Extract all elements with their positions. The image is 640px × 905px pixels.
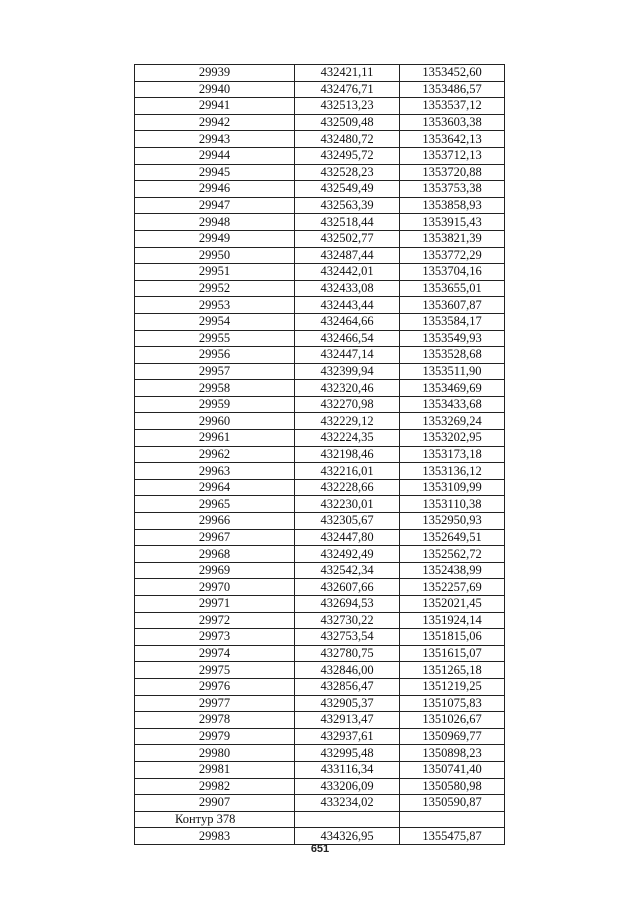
point-number-cell: 29942 [135, 114, 295, 131]
table-row [135, 562, 505, 579]
y-coordinate-cell: 1350580,98 [400, 778, 505, 795]
y-coordinate-cell: 1355475,87 [400, 828, 505, 845]
y-coordinate-cell: 1350898,23 [400, 745, 505, 762]
point-number-cell: 29907 [135, 795, 295, 812]
y-coordinate-cell: 1351026,67 [400, 712, 505, 729]
y-coordinate-cell: 1352950,93 [400, 513, 505, 530]
x-coordinate-cell: 432442,01 [295, 264, 400, 281]
x-coordinate-cell: 432447,80 [295, 529, 400, 546]
x-coordinate-cell: 432228,66 [295, 479, 400, 496]
x-coordinate-cell: 432846,00 [295, 662, 400, 679]
table-row [135, 645, 505, 662]
y-coordinate-cell: 1351219,25 [400, 678, 505, 695]
table-row [135, 247, 505, 264]
table-row [135, 546, 505, 563]
table-row [135, 81, 505, 98]
x-coordinate-cell: 432230,01 [295, 496, 400, 513]
table-row [135, 98, 505, 115]
y-coordinate-cell: 1353584,17 [400, 313, 505, 330]
table-row [135, 197, 505, 214]
table-row [135, 214, 505, 231]
point-number-cell: 29945 [135, 164, 295, 181]
point-number-cell: 29978 [135, 712, 295, 729]
point-number-cell: 29953 [135, 297, 295, 314]
x-coordinate-cell: 433116,34 [295, 761, 400, 778]
section-label-row [135, 811, 505, 828]
point-number-cell: 29964 [135, 479, 295, 496]
y-coordinate-cell: 1353136,12 [400, 463, 505, 480]
table-row [135, 463, 505, 480]
point-number-cell: 29974 [135, 645, 295, 662]
point-number-cell: 29972 [135, 612, 295, 629]
x-coordinate-cell: 434326,95 [295, 828, 400, 845]
y-coordinate-cell: 1351815,06 [400, 629, 505, 646]
point-number-cell: 29950 [135, 247, 295, 264]
x-coordinate-cell: 432305,67 [295, 513, 400, 530]
point-number-cell: 29971 [135, 596, 295, 613]
y-coordinate-cell: 1350969,77 [400, 728, 505, 745]
point-number-cell: 29947 [135, 197, 295, 214]
x-coordinate-cell: 432399,94 [295, 363, 400, 380]
point-number-cell: 29960 [135, 413, 295, 430]
table-row [135, 579, 505, 596]
y-coordinate-cell: 1352562,72 [400, 546, 505, 563]
table-row [135, 164, 505, 181]
point-number-cell: 29949 [135, 230, 295, 247]
point-number-cell: 29962 [135, 446, 295, 463]
table-row [135, 280, 505, 297]
page-number: 651 [310, 843, 330, 855]
table-row [135, 479, 505, 496]
table-row [135, 230, 505, 247]
x-coordinate-cell: 432694,53 [295, 596, 400, 613]
x-coordinate-cell: 432466,54 [295, 330, 400, 347]
x-coordinate-cell: 432518,44 [295, 214, 400, 231]
x-coordinate-cell: 432753,54 [295, 629, 400, 646]
x-coordinate-cell: 432464,66 [295, 313, 400, 330]
point-number-cell: 29939 [135, 65, 295, 82]
x-coordinate-cell: 432513,23 [295, 98, 400, 115]
point-number-cell: 29954 [135, 313, 295, 330]
y-coordinate-cell: 1353528,68 [400, 347, 505, 364]
x-coordinate-cell: 432502,77 [295, 230, 400, 247]
x-coordinate-cell: 432549,49 [295, 181, 400, 198]
x-coordinate-cell: 432421,11 [295, 65, 400, 82]
point-number-cell: 29966 [135, 513, 295, 530]
table-row [135, 795, 505, 812]
x-coordinate-cell: 432780,75 [295, 645, 400, 662]
table-row [135, 446, 505, 463]
y-coordinate-cell: 1353603,38 [400, 114, 505, 131]
x-coordinate-cell: 432905,37 [295, 695, 400, 712]
x-coordinate-cell: 432495,72 [295, 147, 400, 164]
y-coordinate-cell: 1353915,43 [400, 214, 505, 231]
point-number-cell: 29977 [135, 695, 295, 712]
x-coordinate-cell: 432320,46 [295, 380, 400, 397]
y-coordinate-cell: 1351075,83 [400, 695, 505, 712]
table-row [135, 513, 505, 530]
y-coordinate-cell: 1353486,57 [400, 81, 505, 98]
coordinates-table-body [135, 65, 505, 845]
table-row [135, 181, 505, 198]
table-row [135, 678, 505, 695]
point-number-cell: 29983 [135, 828, 295, 845]
x-coordinate-cell: 433206,09 [295, 778, 400, 795]
y-coordinate-cell: 1353452,60 [400, 65, 505, 82]
x-coordinate-cell: 432487,44 [295, 247, 400, 264]
table-row [135, 65, 505, 82]
point-number-cell: 29957 [135, 363, 295, 380]
point-number-cell: 29955 [135, 330, 295, 347]
table-row [135, 380, 505, 397]
point-number-cell: 29981 [135, 761, 295, 778]
y-coordinate-cell: 1353433,68 [400, 396, 505, 413]
point-number-cell: 29975 [135, 662, 295, 679]
x-coordinate-cell: 432528,23 [295, 164, 400, 181]
table-row [135, 297, 505, 314]
contour-label: Контур 378 [135, 811, 295, 828]
y-coordinate-cell: 1353655,01 [400, 280, 505, 297]
x-coordinate-cell: 432730,22 [295, 612, 400, 629]
point-number-cell: 29948 [135, 214, 295, 231]
x-coordinate-cell: 432856,47 [295, 678, 400, 695]
table-row [135, 712, 505, 729]
point-number-cell: 29961 [135, 430, 295, 447]
y-coordinate-cell: 1351615,07 [400, 645, 505, 662]
y-coordinate-cell: 1353549,93 [400, 330, 505, 347]
point-number-cell: 29973 [135, 629, 295, 646]
x-coordinate-cell: 432509,48 [295, 114, 400, 131]
x-coordinate-cell: 432492,49 [295, 546, 400, 563]
table-row [135, 147, 505, 164]
point-number-cell: 29976 [135, 678, 295, 695]
point-number-cell: 29958 [135, 380, 295, 397]
x-coordinate-cell: 432542,34 [295, 562, 400, 579]
table-row [135, 761, 505, 778]
table-row [135, 313, 505, 330]
point-number-cell: 29969 [135, 562, 295, 579]
x-coordinate-cell: 432913,47 [295, 712, 400, 729]
y-coordinate-cell: 1353269,24 [400, 413, 505, 430]
x-coordinate-cell: 432563,39 [295, 197, 400, 214]
x-coordinate-cell: 432607,66 [295, 579, 400, 596]
point-number-cell: 29956 [135, 347, 295, 364]
table-row [135, 778, 505, 795]
y-coordinate-cell: 1353753,38 [400, 181, 505, 198]
x-coordinate-cell: 432995,48 [295, 745, 400, 762]
table-row [135, 612, 505, 629]
y-coordinate-cell: 1351265,18 [400, 662, 505, 679]
y-coordinate-cell: 1353772,29 [400, 247, 505, 264]
x-coordinate-cell: 432937,61 [295, 728, 400, 745]
x-coordinate-cell: 432433,08 [295, 280, 400, 297]
x-coordinate-cell: 432270,98 [295, 396, 400, 413]
y-coordinate-cell: 1353537,12 [400, 98, 505, 115]
x-coordinate-cell: 432476,71 [295, 81, 400, 98]
point-number-cell: 29968 [135, 546, 295, 563]
y-coordinate-cell: 1352257,69 [400, 579, 505, 596]
y-coordinate-cell: 1350741,40 [400, 761, 505, 778]
x-coordinate-cell: 433234,02 [295, 795, 400, 812]
y-coordinate-cell: 1352438,99 [400, 562, 505, 579]
x-coordinate-cell: 432443,44 [295, 297, 400, 314]
y-coordinate-cell: 1353821,39 [400, 230, 505, 247]
empty-cell [295, 811, 400, 828]
point-number-cell: 29952 [135, 280, 295, 297]
table-row [135, 662, 505, 679]
y-coordinate-cell: 1353858,93 [400, 197, 505, 214]
point-number-cell: 29951 [135, 264, 295, 281]
point-number-cell: 29959 [135, 396, 295, 413]
point-number-cell: 29979 [135, 728, 295, 745]
y-coordinate-cell: 1353712,13 [400, 147, 505, 164]
x-coordinate-cell: 432480,72 [295, 131, 400, 148]
y-coordinate-cell: 1353202,95 [400, 430, 505, 447]
table-row [135, 396, 505, 413]
x-coordinate-cell: 432447,14 [295, 347, 400, 364]
y-coordinate-cell: 1353173,18 [400, 446, 505, 463]
point-number-cell: 29946 [135, 181, 295, 198]
x-coordinate-cell: 432198,46 [295, 446, 400, 463]
point-number-cell: 29970 [135, 579, 295, 596]
y-coordinate-cell: 1353704,16 [400, 264, 505, 281]
table-row [135, 363, 505, 380]
point-number-cell: 29963 [135, 463, 295, 480]
table-row [135, 596, 505, 613]
table-row [135, 114, 505, 131]
table-row [135, 330, 505, 347]
table-row [135, 347, 505, 364]
coordinates-table [134, 64, 505, 845]
y-coordinate-cell: 1353720,88 [400, 164, 505, 181]
y-coordinate-cell: 1353607,87 [400, 297, 505, 314]
y-coordinate-cell: 1353109,99 [400, 479, 505, 496]
point-number-cell: 29944 [135, 147, 295, 164]
x-coordinate-cell: 432229,12 [295, 413, 400, 430]
table-row [135, 264, 505, 281]
x-coordinate-cell: 432216,01 [295, 463, 400, 480]
y-coordinate-cell: 1352649,51 [400, 529, 505, 546]
point-number-cell: 29965 [135, 496, 295, 513]
y-coordinate-cell: 1353469,69 [400, 380, 505, 397]
point-number-cell: 29943 [135, 131, 295, 148]
y-coordinate-cell: 1353642,13 [400, 131, 505, 148]
point-number-cell: 29967 [135, 529, 295, 546]
table-row [135, 728, 505, 745]
point-number-cell: 29980 [135, 745, 295, 762]
table-row [135, 529, 505, 546]
table-row [135, 496, 505, 513]
table-row [135, 413, 505, 430]
y-coordinate-cell: 1350590,87 [400, 795, 505, 812]
y-coordinate-cell: 1351924,14 [400, 612, 505, 629]
table-row [135, 745, 505, 762]
empty-cell [400, 811, 505, 828]
table-row [135, 430, 505, 447]
table-row [135, 131, 505, 148]
y-coordinate-cell: 1353511,90 [400, 363, 505, 380]
y-coordinate-cell: 1353110,38 [400, 496, 505, 513]
table-row [135, 695, 505, 712]
table-row [135, 629, 505, 646]
point-number-cell: 29940 [135, 81, 295, 98]
x-coordinate-cell: 432224,35 [295, 430, 400, 447]
table-row [135, 828, 505, 845]
point-number-cell: 29941 [135, 98, 295, 115]
point-number-cell: 29982 [135, 778, 295, 795]
y-coordinate-cell: 1352021,45 [400, 596, 505, 613]
